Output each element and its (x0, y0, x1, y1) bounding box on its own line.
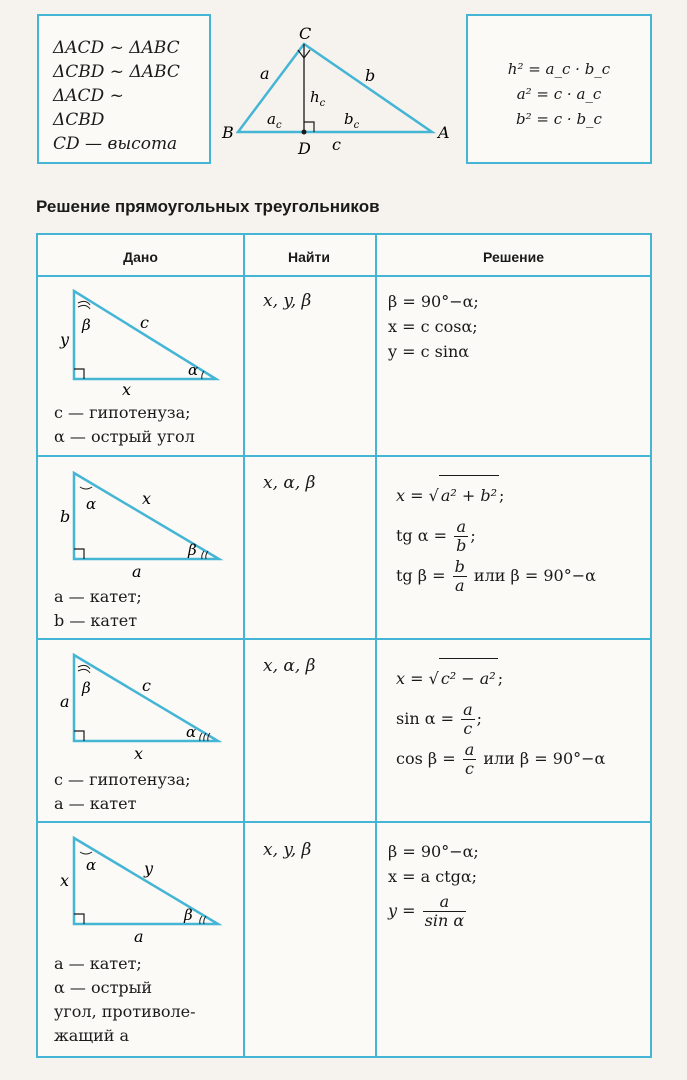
svg-text:c: c (140, 313, 149, 332)
formula-height: h² = a_c · b_c (507, 60, 611, 78)
given-row-3: c — гипотенуза; a — катет (54, 770, 191, 813)
svg-text:a: a (60, 692, 70, 711)
header-solution: Решение (482, 249, 545, 265)
solution-row-4: β = 90°−α; x = a ctgα; y = $\frac{a}{\text{sin α}}$ (388, 842, 479, 930)
side-c-label: c (332, 135, 341, 154)
vertex-d-label: D (298, 139, 311, 158)
similarity-line: ΔCBD ~ ΔABC (53, 62, 180, 82)
svg-text:c: c (142, 676, 151, 695)
triangle-row-3 (56, 649, 241, 759)
svg-text:β: β (184, 906, 193, 924)
vertex-b-label: B (222, 123, 234, 142)
svg-text:x: x (134, 744, 144, 759)
row-divider (38, 455, 650, 457)
similarity-line: ΔCBD (53, 110, 105, 130)
solution-row-2: x = √ a² + b² ; tg α = $\frac{a}{b}$ ; tg β = $\frac{b}{a}$ или β = 90°−α (396, 475, 596, 596)
svg-text:x: x (142, 489, 152, 508)
given-row-4: a — катет; α — острый угол, противоле- жащий a (54, 954, 196, 1045)
header-find: Найти (288, 249, 330, 265)
proj-a-label: $a_c$ (267, 110, 282, 131)
side-b-label: b (365, 66, 376, 85)
column-divider (243, 235, 245, 1056)
svg-text:α: α (86, 856, 97, 874)
section-title: Решение прямоугольных треугольников (36, 197, 380, 216)
row-divider (38, 821, 650, 823)
similarity-line: ΔACD ~ ΔABC (53, 38, 180, 58)
header-given: Дано (123, 249, 158, 265)
svg-text:a: a (132, 562, 142, 577)
formula-leg-a: a² = c · a_c (516, 85, 602, 103)
solution-row-3: x = √ c² − a² ; sin α = $\frac{a}{c}$ ; cos β = $\frac{a}{c}$ или β = 90°−α (396, 658, 605, 779)
side-a-label: a (260, 64, 270, 83)
svg-text:β: β (82, 679, 91, 697)
find-row-2: x, α, β (263, 473, 316, 493)
svg-text:x: x (60, 871, 70, 890)
similarity-line: ΔACD ~ (53, 86, 124, 106)
svg-text:α: α (86, 495, 97, 513)
svg-text:a: a (134, 927, 144, 942)
svg-text:b: b (60, 507, 71, 526)
svg-text:β: β (82, 316, 91, 334)
point-d (302, 130, 307, 135)
vertex-a-label: A (438, 123, 450, 142)
svg-text:α: α (188, 361, 199, 379)
column-divider (375, 235, 377, 1056)
formulas-box (466, 14, 652, 164)
svg-text:y: y (60, 330, 70, 349)
triangle-row-2 (56, 467, 241, 577)
find-row-4: x, y, β (263, 840, 312, 860)
similarity-line: CD — высота (53, 134, 178, 154)
height-triangle-diagram (210, 14, 460, 164)
find-row-3: x, α, β (263, 656, 316, 676)
right-triangle-table (36, 233, 652, 1058)
svg-text:y: y (144, 859, 154, 878)
row-divider (38, 275, 650, 277)
similarity-box (37, 14, 211, 164)
given-row-2: a — катет; b — катет (54, 587, 142, 630)
svg-text:α: α (186, 723, 197, 741)
proj-b-label: $b_c$ (344, 110, 360, 131)
given-row-1: c — гипотенуза; α — острый угол (54, 403, 195, 446)
triangle-row-4 (56, 832, 241, 942)
find-row-1: x, y, β (263, 291, 312, 311)
row-divider (38, 638, 650, 640)
svg-text:β: β (188, 541, 197, 559)
height-label: $h_c$ (310, 88, 326, 109)
formula-leg-b: b² = c · b_c (516, 110, 602, 128)
solution-row-1: β = 90°−α; x = c cosα; y = c sinα (388, 292, 479, 361)
triangle-row-1 (56, 285, 241, 395)
svg-text:x: x (122, 380, 132, 395)
vertex-c-label: C (299, 24, 312, 43)
